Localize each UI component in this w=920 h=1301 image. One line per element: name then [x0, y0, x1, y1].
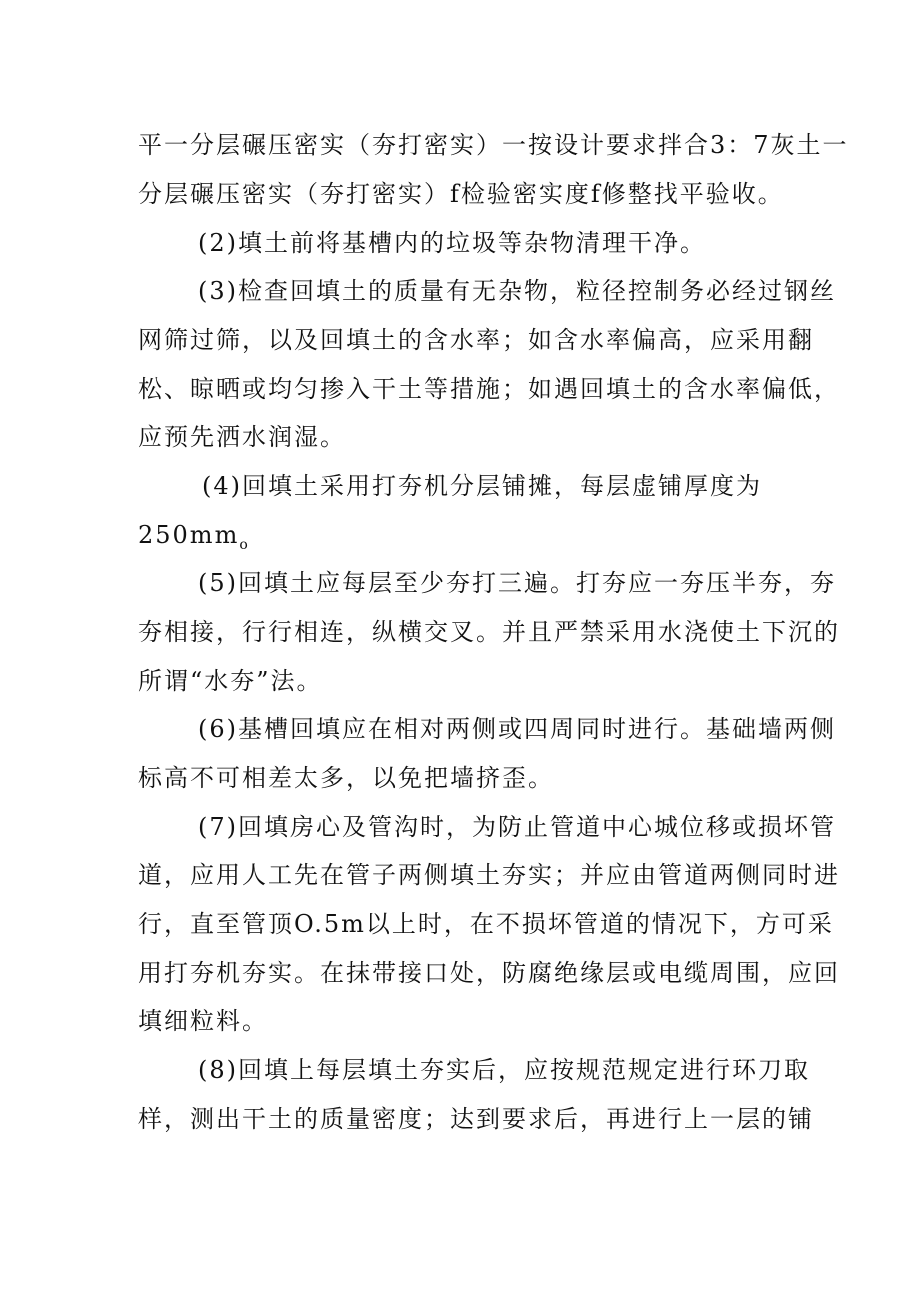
- paragraph-line: (5)回填土应每层至少夯打三遍。打夯应一夯压半夯，夯: [198, 569, 836, 597]
- paragraph-line: 用打夯机夯实。在抹带接口处，防腐绝缘层或电缆周围，应回: [138, 959, 840, 987]
- measurement-suffix: o: [239, 537, 248, 553]
- paragraph-line: (6)基槽回填应在相对两侧或四周同时进行。基础墙两侧: [198, 715, 836, 743]
- paragraph-line: 填细粒料。: [138, 1007, 268, 1035]
- paragraph-line: 平一分层碾压密实（夯打密实）一按设计要求拌合3：7灰土一: [138, 131, 849, 159]
- paragraph-line: 样，测出干土的质量密度；达到要求后，再进行上一层的铺: [138, 1105, 814, 1133]
- paragraph-line: 所谓“水夯”法。: [138, 667, 323, 695]
- paragraph-line: 分层碾压密实（夯打密实）f检验密实度f修整找平验收。: [138, 180, 784, 208]
- paragraph-line: (4)回填土采用打夯机分层铺摊，每层虚铺厚度为: [202, 472, 762, 500]
- paragraph-line: 道，应用人工先在管子两侧填土夯实；并应由管道两侧同时进: [138, 861, 840, 889]
- paragraph-line: 行，直至管顶O.5m以上时，在不损坏管道的情况下，方可采: [138, 910, 834, 938]
- paragraph-line: 标高不可相差太多，以免把墙挤歪。: [138, 764, 554, 792]
- measurement-text: 250mm: [138, 521, 240, 549]
- paragraph-line: (8)回填上每层填土夯实后，应按规范规定进行环刀取: [198, 1056, 810, 1084]
- paragraph-line: (7)回填房心及管沟时，为防止管道中心城位移或损坏管: [198, 813, 836, 841]
- paragraph-line: [138, 520, 248, 560]
- paragraph-line: 网筛过筛，以及回填土的含水率；如含水率偏高，应采用翻: [138, 326, 814, 354]
- paragraph-line: (3)检查回填土的质量有无杂物，粒径控制务必经过钢丝: [198, 277, 836, 305]
- paragraph-line: 夯相接，行行相连，纵横交叉。并且严禁采用水浇使土下沉的: [138, 618, 840, 646]
- paragraph-line: 松、晾晒或均匀掺入干土等措施；如遇回填土的含水率偏低，: [138, 375, 840, 403]
- paragraph-line: (2)填土前将基槽内的垃圾等杂物清理干净。: [198, 229, 706, 257]
- paragraph-line: 应预先洒水润湿。: [138, 423, 346, 451]
